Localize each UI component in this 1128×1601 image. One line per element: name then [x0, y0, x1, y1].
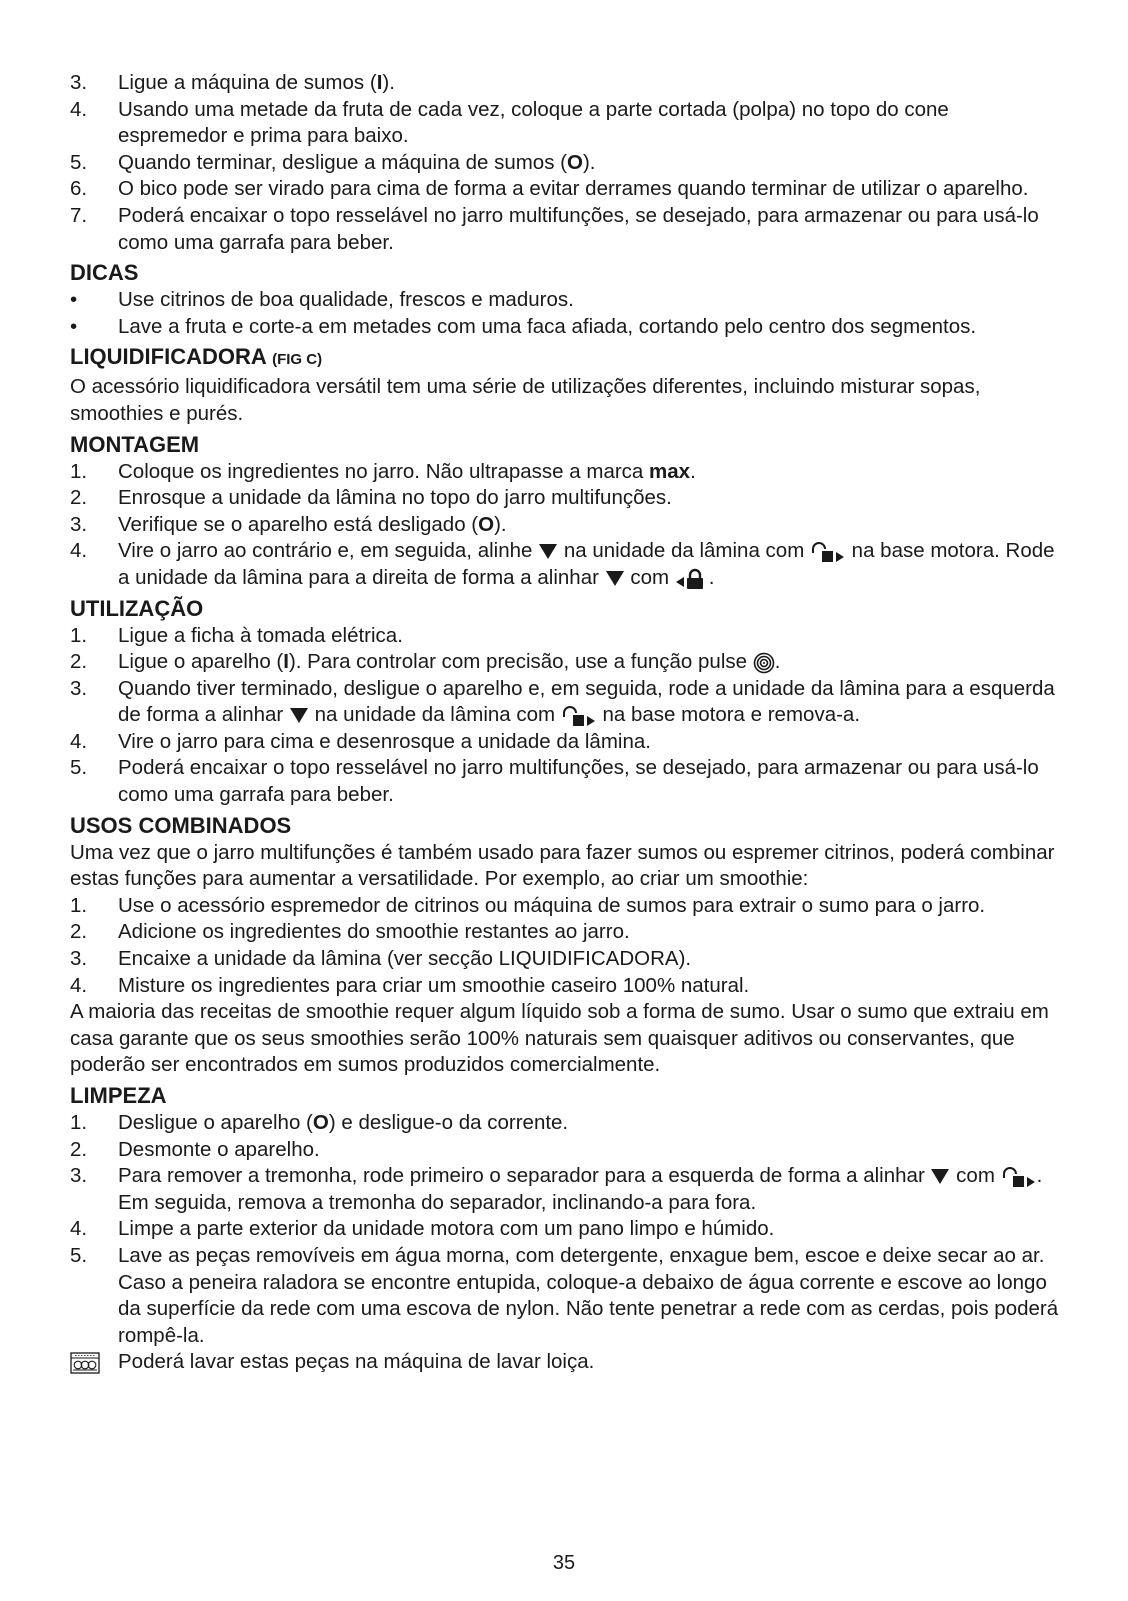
- list-item: 2. Adicione os ingredientes do smoothie restantes ao jarro.: [70, 920, 630, 944]
- figure-reference: (FIG C): [272, 351, 323, 369]
- list-item: 6. O bico pode ser virado para cima de forma a evitar derrames quando terminar de utilizar o aparelho.: [70, 177, 1029, 201]
- section-title-limpeza: LIMPEZA: [70, 1083, 167, 1108]
- list-item: 1. Use o acessório espremedor de citrinos ou máquina de sumos para extrair o sumo para o jarro.: [70, 893, 986, 917]
- unlock-icon: [810, 541, 846, 563]
- list-item: 3. Quando tiver terminado, desligue o aparelho e, em seguida, rode a unidade da lâmina para a esquerda de forma a alinhar na unidade da lâmina com na base motora e remova-a.: [70, 676, 1055, 727]
- list-item: 1. Ligue a ficha à tomada elétrica.: [70, 623, 403, 647]
- section-title-utilizacao: UTILIZAÇÃO: [70, 595, 204, 621]
- lock-icon: [675, 566, 709, 590]
- page-content: [70, 70, 1060, 1376]
- align-arrow-icon: [538, 543, 558, 560]
- bullet-item: • Lave a fruta e corte-a em metades com uma faca afiada, cortando pelo centro dos segmentos.: [70, 314, 977, 338]
- pulse-icon: [753, 652, 775, 674]
- list-item: 5. Quando terminar, desligue a máquina de sumos (O).: [70, 150, 596, 174]
- list-item: 4. Vire o jarro para cima e desenrosque a unidade da lâmina.: [70, 729, 651, 753]
- list-item: 3. Verifique se o aparelho está desligado (O).: [70, 512, 507, 536]
- list-item: 4. Vire o jarro ao contrário e, em seguida, alinhe na unidade da lâmina com na base motora. Rode a unidade da lâmina para a direita de forma a alinhar com .: [70, 539, 1055, 589]
- list-item: 1. Desligue o aparelho (O) e desligue-o da corrente.: [70, 1111, 569, 1134]
- unlock-icon: [1001, 1166, 1037, 1188]
- list-item: 2. Enrosque a unidade da lâmina no topo do jarro multifunções.: [70, 486, 672, 510]
- list-item: 2. Desmonte o aparelho.: [70, 1137, 320, 1161]
- list-item: 5. Lave as peças removíveis em água morna, com detergente, enxague bem, escoe e deixe secar ao ar. Caso a peneira raladora se encontre entupida, coloque-a debaixo de água corrente e escove ao longo da superfície da rede com uma escova de nylon. Não tente penetrar a rede com as cerdas, pois poderá rompê-la.: [70, 1243, 1059, 1347]
- align-arrow-icon: [930, 1168, 950, 1185]
- dishwasher-icon: [70, 1352, 100, 1374]
- list-item: 7. Poderá encaixar o topo resselável no jarro multifunções, se desejado, para armazenar ou para usá-lo como uma garrafa para beber.: [70, 203, 1039, 254]
- align-arrow-icon: [605, 570, 625, 587]
- section-title-dicas: DICAS: [70, 260, 139, 286]
- list-item: 4. Usando uma metade da fruta de cada vez, coloque a parte cortada (polpa) no topo do cone espremedor e prima para baixo.: [70, 97, 949, 148]
- list-item: 2. Ligue o aparelho (I). Para controlar com precisão, use a função pulse .: [70, 650, 781, 674]
- list-item: 3. Ligue a máquina de sumos (I).: [70, 71, 395, 94]
- list-item: 1. Coloque os ingredientes no jarro. Não ultrapasse a marca max.: [70, 459, 696, 483]
- section-paragraph: A maioria das receitas de smoothie requer algum líquido sob a forma de sumo. Usar o sumo que extraiu em casa garante que os seus smoothies serão 100% naturais sem quaisquer aditivos ou conservantes, que poderão ser encontrados em sumos produzidos comercialmente.: [70, 1000, 1049, 1077]
- bullet-item: • Use citrinos de boa qualidade, frescos e maduros.: [70, 288, 574, 312]
- list-item: 5. Poderá encaixar o topo resselável no jarro multifunções, se desejado, para armazenar ou para usá-lo como uma garrafa para beber.: [70, 756, 1039, 807]
- section-title-montagem: MONTAGEM: [70, 431, 200, 457]
- dishwasher-note: Poderá lavar estas peças na máquina de lavar loiça.: [70, 1349, 1060, 1376]
- section-paragraph: Uma vez que o jarro multifunções é também usado para fazer sumos ou espremer citrinos, poderá combinar estas funções para aumentar a versatilidade. Por exemplo, ao criar um smoothie:: [70, 840, 1055, 891]
- page-number: 35: [552, 1552, 576, 1574]
- align-arrow-icon: [289, 707, 309, 724]
- list-item: 4. Misture os ingredientes para criar um smoothie caseiro 100% natural.: [70, 973, 750, 997]
- list-item: 3. Encaixe a unidade da lâmina (ver secção LIQUIDIFICADORA).: [70, 947, 692, 971]
- section-title-liquidificadora: LIQUIDIFICADORA (FIG C): [70, 344, 323, 370]
- section-title-usos-combinados: USOS COMBINADOS: [70, 812, 292, 838]
- section-paragraph: O acessório liquidificadora versátil tem uma série de utilizações diferentes, incluindo misturar sopas, smoothies e purés.: [70, 375, 981, 425]
- list-item: 3. Para remover a tremonha, rode primeiro o separador para a esquerda de forma a alinhar com . Em seguida, remova a tremonha do separador, inclinando-a para fora.: [70, 1164, 1043, 1214]
- unlock-icon: [561, 705, 597, 727]
- list-item: 4. Limpe a parte exterior da unidade motora com um pano limpo e húmido.: [70, 1217, 775, 1241]
